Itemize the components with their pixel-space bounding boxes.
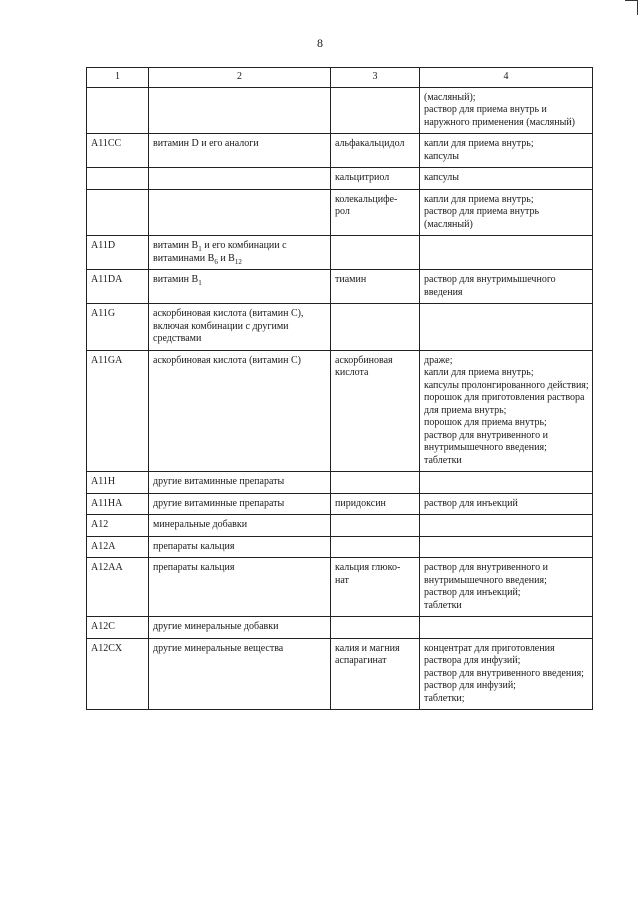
- group-name-cell: [149, 87, 331, 134]
- atc-code-cell: A11G: [87, 304, 149, 351]
- table-row: [87, 515, 593, 537]
- group-name-cell: [149, 168, 331, 190]
- table-row: [87, 558, 593, 617]
- group-name-cell: витамин $B_1$: [149, 270, 331, 304]
- dosage-form-cell: (масляный); раствор для приема внутрь и наружного применения (масляный): [420, 87, 593, 134]
- table-row: [87, 493, 593, 515]
- group-name-cell: другие минеральные добавки: [149, 617, 331, 639]
- dosage-form-cell: раствор для инъекций: [420, 493, 593, 515]
- atc-code-cell: A11D: [87, 236, 149, 270]
- table-row: [87, 236, 593, 270]
- atc-code-cell: A11H: [87, 472, 149, 494]
- table-row: [87, 617, 593, 639]
- atc-code-cell: A12AA: [87, 558, 149, 617]
- substance-cell: [331, 515, 420, 537]
- substance-cell: [331, 472, 420, 494]
- corner-crop-mark: [625, 0, 638, 15]
- atc-code-cell: [87, 168, 149, 190]
- atc-code-cell: A12CX: [87, 638, 149, 710]
- atc-code-cell: A11DA: [87, 270, 149, 304]
- column-header-4: 4: [420, 68, 593, 88]
- group-name-cell: препараты кальция: [149, 558, 331, 617]
- substance-cell: кальцитриол: [331, 168, 420, 190]
- column-header-2: 2: [149, 68, 331, 88]
- table-row: [87, 270, 593, 304]
- table-row: [87, 350, 593, 472]
- table-row: [87, 472, 593, 494]
- dosage-form-cell: [420, 304, 593, 351]
- group-name-cell: другие минеральные вещества: [149, 638, 331, 710]
- dosage-form-cell: концентрат для приготовления раствора для инфузий; раствор для внутривенного введения; раствор для инфузий; таблетки;: [420, 638, 593, 710]
- group-name-cell: аскорбиновая кислота (витамин С), включая комбинации с другими средствами: [149, 304, 331, 351]
- substance-cell: тиамин: [331, 270, 420, 304]
- group-name-cell: аскорбиновая кислота (витамин С): [149, 350, 331, 472]
- atc-code-cell: [87, 87, 149, 134]
- substance-cell: колекальцифе- рол: [331, 189, 420, 236]
- atc-code-cell: [87, 189, 149, 236]
- atc-code-cell: A11CC: [87, 134, 149, 168]
- dosage-form-cell: драже; капли для приема внутрь; капсулы пролонгированного действия; порошок для приготовления раствора для приема внутрь; порошок для приема внутрь; раствор для внутривенного и внутримышечного введения; таблетки: [420, 350, 593, 472]
- substance-cell: [331, 536, 420, 558]
- substance-cell: [331, 304, 420, 351]
- table-row: [87, 638, 593, 710]
- substance-cell: альфакальцидол: [331, 134, 420, 168]
- group-name-cell: минеральные добавки: [149, 515, 331, 537]
- group-name-cell: другие витаминные препараты: [149, 493, 331, 515]
- dosage-form-cell: капли для приема внутрь; раствор для приема внутрь (масляный): [420, 189, 593, 236]
- substance-cell: пиридоксин: [331, 493, 420, 515]
- dosage-form-cell: капли для приема внутрь; капсулы: [420, 134, 593, 168]
- table-row: [87, 87, 593, 134]
- dosage-form-cell: капсулы: [420, 168, 593, 190]
- dosage-form-cell: [420, 515, 593, 537]
- substance-cell: кальция глюко- нат: [331, 558, 420, 617]
- dosage-form-cell: [420, 536, 593, 558]
- table-row: [87, 536, 593, 558]
- substance-cell: [331, 87, 420, 134]
- atc-code-cell: A11GA: [87, 350, 149, 472]
- group-name-cell: препараты кальция: [149, 536, 331, 558]
- atc-code-cell: A11HA: [87, 493, 149, 515]
- dosage-form-cell: [420, 617, 593, 639]
- table-row: [87, 304, 593, 351]
- atc-code-cell: A12A: [87, 536, 149, 558]
- group-name-cell: витамин D и его аналоги: [149, 134, 331, 168]
- dosage-form-cell: раствор для внутривенного и внутримышечного введения; раствор для инъекций; таблетки: [420, 558, 593, 617]
- group-name-cell: [149, 189, 331, 236]
- substance-cell: [331, 617, 420, 639]
- group-name-cell: другие витаминные препараты: [149, 472, 331, 494]
- atc-code-cell: A12C: [87, 617, 149, 639]
- substance-cell: [331, 236, 420, 270]
- table-row: [87, 168, 593, 190]
- substance-cell: аскорбиновая кислота: [331, 350, 420, 472]
- page-number: 8: [317, 36, 323, 50]
- table-row: [87, 189, 593, 236]
- drug-table: [86, 67, 593, 710]
- table-row: [87, 134, 593, 168]
- dosage-form-cell: [420, 472, 593, 494]
- atc-code-cell: A12: [87, 515, 149, 537]
- dosage-form-cell: раствор для внутримышечного введения: [420, 270, 593, 304]
- dosage-form-cell: [420, 236, 593, 270]
- group-name-cell: витамин $B_1$ и его комбинации с витаминами $B_6$ и $B_{12}$: [149, 236, 331, 270]
- column-header-3: 3: [331, 68, 420, 88]
- substance-cell: калия и магния аспарагинат: [331, 638, 420, 710]
- column-header-1: 1: [87, 68, 149, 88]
- table-header-row: [87, 68, 593, 88]
